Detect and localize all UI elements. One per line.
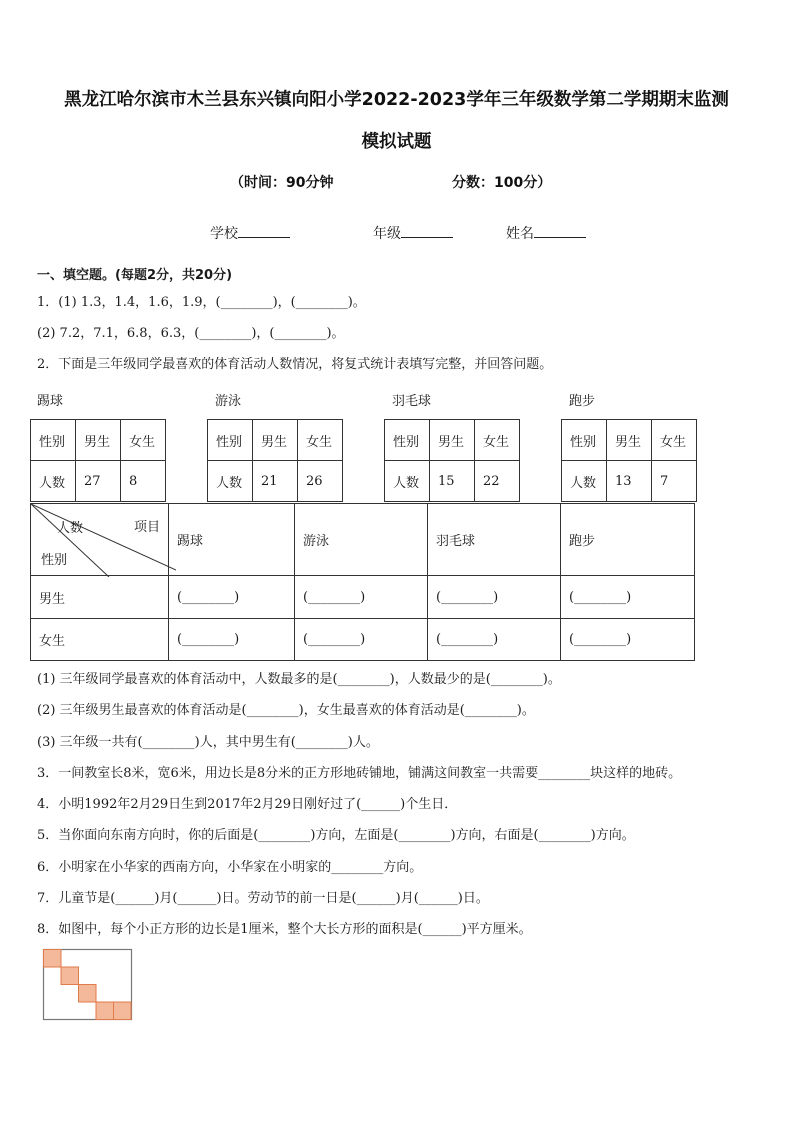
question-2-3: (3) 三年级一共有(________)人，其中男生有(________)人。	[37, 735, 379, 750]
table-cell: 性别	[385, 420, 430, 461]
question-5: 5．当你面向东南方向时，你的后面是(________)方向，左面是(________)方向，右面是(________)方向。	[37, 828, 635, 843]
table-row	[31, 461, 166, 502]
table-row	[562, 461, 697, 502]
question-8: 8．如图中，每个小正方形的边长是1厘米，整个大长方形的面积是(______)平方厘米。	[37, 922, 532, 937]
table-row	[385, 461, 520, 502]
table-cell: 男生	[76, 420, 121, 461]
table-row	[208, 420, 343, 461]
question-2: 2．下面是三年级同学最喜欢的体育活动人数情况，将复式统计表填写完整，并回答问题。	[37, 357, 553, 372]
unit-square	[79, 985, 97, 1003]
table-cell: 女生	[475, 420, 520, 461]
table-cell: 13	[607, 461, 652, 502]
table-cell: 男生	[607, 420, 652, 461]
page-title: 黑龙江哈尔滨市木兰县东兴镇向阳小学2022-2023学年三年级数学第二学期期末监测	[64, 90, 729, 110]
table-row	[31, 504, 695, 576]
column-header: 游泳	[295, 504, 428, 576]
school-blank	[238, 237, 290, 238]
table-cell: (________)	[169, 576, 295, 619]
score-label: 分数：100分）	[452, 175, 552, 191]
school-label: 学校	[210, 226, 238, 242]
combined-table	[30, 503, 695, 661]
question-1a: 1．(1) 1.3，1.4，1.6，1.9，(________)，(________)。	[37, 295, 366, 310]
question-7: 7．儿童节是(______)月(______)日。劳动节的前一日是(______)月(______)日。	[37, 891, 489, 906]
table-cell: 男生	[253, 420, 298, 461]
row-header: 女生	[31, 619, 169, 661]
table-cell: 女生	[121, 420, 166, 461]
swimming-table	[207, 419, 343, 502]
table-label-football: 踢球	[37, 394, 64, 409]
table-row	[562, 420, 697, 461]
table-cell: (________)	[169, 619, 295, 661]
time-label: （时间：90分钟	[230, 175, 334, 191]
table-cell: 21	[253, 461, 298, 502]
table-label-badminton: 羽毛球	[392, 394, 432, 409]
column-header: 跑步	[561, 504, 695, 576]
question-4: 4．小明1992年2月29日生到2017年2月29日刚好过了(______)个生日．	[37, 797, 458, 812]
grade-label: 年级	[373, 226, 401, 242]
name-field	[506, 223, 586, 243]
name-blank	[534, 237, 586, 238]
table-cell: (________)	[561, 619, 695, 661]
table-row	[385, 420, 520, 461]
table-cell: 性别	[31, 420, 76, 461]
name-label: 姓名	[506, 226, 534, 242]
table-cell: (________)	[561, 576, 695, 619]
question-6: 6．小明家在小华家的西南方向，小华家在小明家的________方向。	[37, 860, 423, 875]
table-cell: 女生	[298, 420, 343, 461]
row-header: 男生	[31, 576, 169, 619]
corner-label-item: 项目	[134, 520, 161, 535]
unit-square	[114, 1002, 132, 1020]
table-cell: 性别	[562, 420, 607, 461]
small-squares	[44, 950, 132, 1020]
unit-square	[61, 967, 79, 985]
table-cell: 女生	[652, 420, 697, 461]
table-cell: (________)	[295, 619, 428, 661]
rectangle-figure	[41, 947, 135, 1023]
football-table	[30, 419, 166, 502]
table-row	[31, 619, 695, 661]
table-cell: 人数	[562, 461, 607, 502]
table-label-swimming: 游泳	[215, 394, 242, 409]
table-cell: 22	[475, 461, 520, 502]
table-label-running: 跑步	[569, 394, 596, 409]
table-cell: 性别	[208, 420, 253, 461]
table-cell: (________)	[428, 576, 561, 619]
question-2-2: (2) 三年级男生最喜欢的体育活动是(________)，女生最喜欢的体育活动是(________)。	[37, 703, 535, 718]
table-cell: (________)	[428, 619, 561, 661]
table-cell: 人数	[208, 461, 253, 502]
unit-square	[96, 1002, 114, 1020]
table-cell: 26	[298, 461, 343, 502]
column-header: 踢球	[169, 504, 295, 576]
table-cell: (________)	[295, 576, 428, 619]
table-cell: 男生	[430, 420, 475, 461]
table-cell: 27	[76, 461, 121, 502]
table-row	[31, 420, 166, 461]
corner-cell	[31, 504, 169, 576]
question-3: 3．一间教室长8米，宽6米，用边长是8分米的正方形地砖铺地，铺满这间教室一共需要________块这样的地砖。	[37, 766, 682, 781]
question-2-1: (1) 三年级同学最喜欢的体育活动中，人数最多的是(________)，人数最少的是(________)。	[37, 672, 561, 687]
section-heading: 一、填空题。(每题2分，共20分)	[37, 268, 233, 283]
school-field	[210, 223, 290, 243]
running-table	[561, 419, 697, 502]
grade-field	[373, 223, 453, 243]
unit-square	[44, 950, 62, 968]
corner-label-count: 人数	[57, 521, 84, 536]
table-cell: 15	[430, 461, 475, 502]
question-1b: (2) 7.2，7.1，6.8，6.3，(________)，(________)。	[37, 326, 345, 341]
badminton-table	[384, 419, 520, 502]
table-cell: 7	[652, 461, 697, 502]
column-header: 羽毛球	[428, 504, 561, 576]
table-row	[208, 461, 343, 502]
corner-label-gender: 性别	[41, 553, 68, 568]
table-cell: 人数	[31, 461, 76, 502]
page-title-line2: 模拟试题	[361, 132, 432, 152]
grade-blank	[401, 237, 453, 238]
table-cell: 人数	[385, 461, 430, 502]
table-cell: 8	[121, 461, 166, 502]
table-row	[31, 576, 695, 619]
